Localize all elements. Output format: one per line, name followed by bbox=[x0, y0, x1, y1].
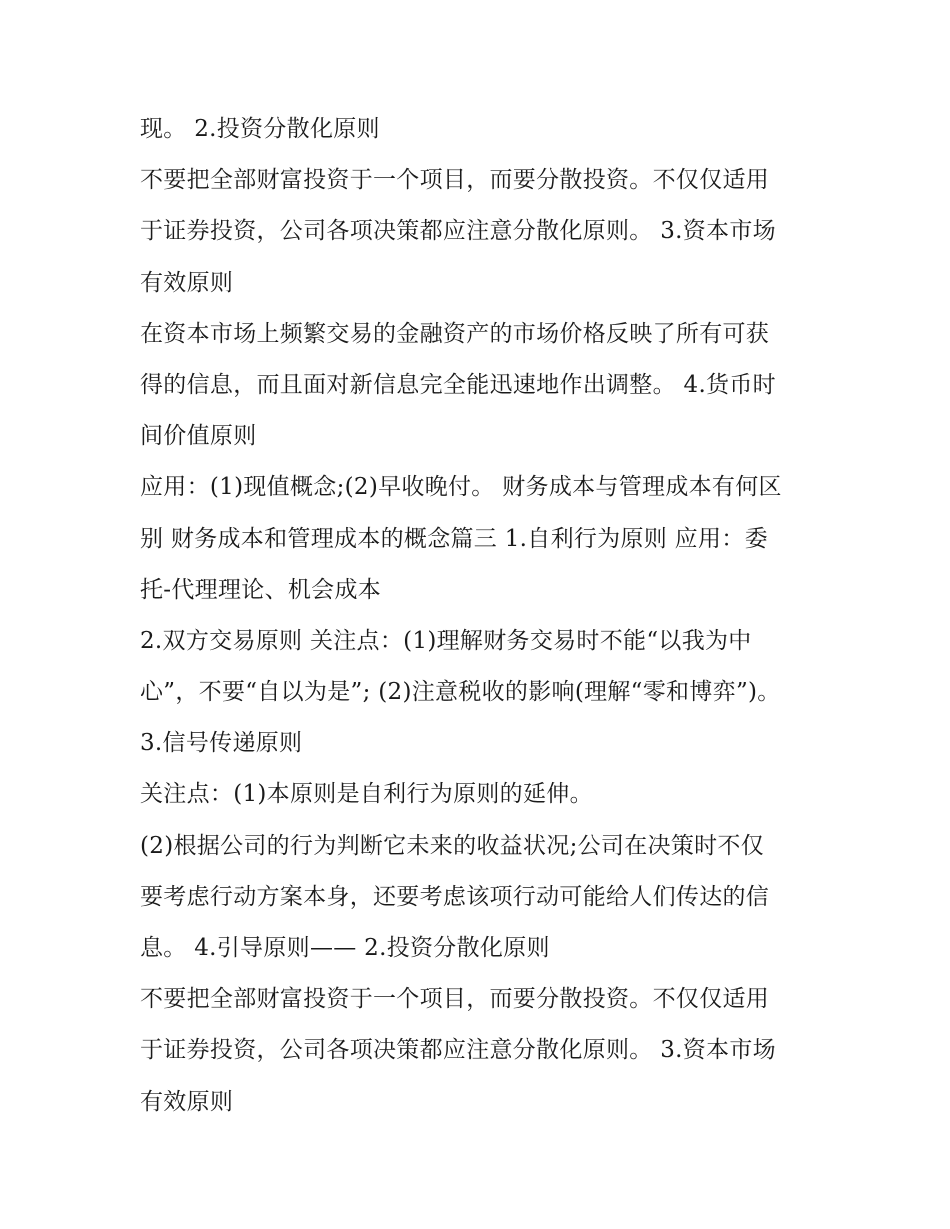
text-line: 关注点：(1)本原则是自利行为原则的延伸。 bbox=[140, 781, 593, 808]
text-line: 于证券投资，公司各项决策都应注意分散化原则。 3.资本市场 bbox=[140, 1037, 776, 1064]
text-line: 有效原则 bbox=[140, 269, 234, 296]
text-line: 要考虑行动方案本身，还要考虑该项行动可能给人们传达的信 bbox=[140, 883, 770, 910]
text-line: 别 财务成本和管理成本的概念篇三 1.自利行为原则 应用：委 bbox=[140, 525, 768, 552]
text-line: 有效原则 bbox=[140, 1088, 234, 1115]
text-line: 间价值原则 bbox=[140, 423, 257, 450]
text-line: 于证券投资，公司各项决策都应注意分散化原则。 3.资本市场 bbox=[140, 218, 776, 245]
text-line: 得的信息，而且面对新信息完全能迅速地作出调整。 4.货币时 bbox=[140, 371, 776, 398]
text-line: 心”，不要“自以为是”; (2)注意税收的影响(理解“零和博弈”)。 bbox=[140, 679, 781, 706]
text-line: 在资本市场上频繁交易的金融资产的市场价格反映了所有可获 bbox=[140, 320, 770, 347]
document-body bbox=[140, 104, 820, 1128]
text-line: 应用：(1)现值概念;(2)早收晚付。 财务成本与管理成本有何区 bbox=[140, 474, 782, 501]
text-line: 息。 4.引导原则—— 2.投资分散化原则 bbox=[140, 935, 550, 961]
text-line: 不要把全部财富投资于一个项目，而要分散投资。不仅仅适用 bbox=[140, 167, 770, 194]
text-line: 不要把全部财富投资于一个项目，而要分散投资。不仅仅适用 bbox=[140, 986, 770, 1013]
text-line: 现。 2.投资分散化原则 bbox=[140, 116, 380, 142]
text-line: 托-代理理论、机会成本 bbox=[140, 576, 382, 603]
text-line: (2)根据公司的行为判断它未来的收益状况;公司在决策时不仅 bbox=[140, 832, 765, 859]
text-line: 3.信号传递原则 bbox=[140, 730, 303, 757]
text-line: 2.双方交易原则 关注点：(1)理解财务交易时不能“以我为中 bbox=[140, 627, 752, 654]
